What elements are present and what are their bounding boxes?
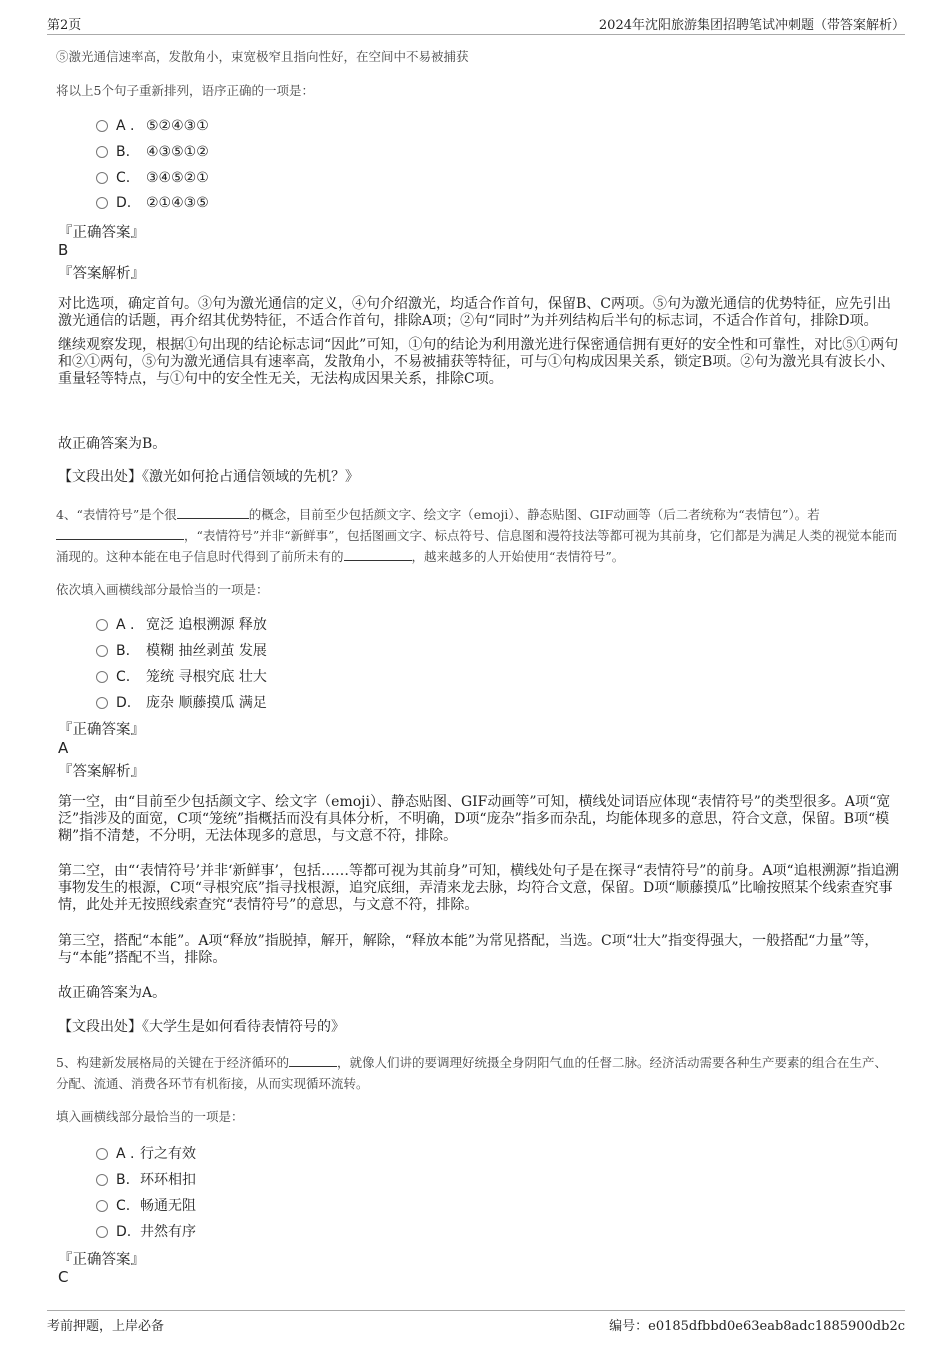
q5-stem: 5、构建新发展格局的关键在于经济循环的 ，就像人们讲的要调理好统摄全身阴阳气血的任督二脉。经济活动需要各种生产要素的组合在生产、分配、流通、消费各环节有机衔接，从而实现循环流转。 xyxy=(56,1055,887,1091)
q4-option-d[interactable]: D. 庞杂 顺藤摸瓜 满足 xyxy=(96,692,267,712)
radio-icon[interactable] xyxy=(96,645,108,657)
q4-analysis-3: 第三空，搭配“本能”。A项“释放”指脱掉，解开，解除，“释放本能”为常见搭配，当选。C项“壮大”指变得强大，一般搭配“力量”等，与“本能”搭配不当，排除。 xyxy=(58,933,879,966)
radio-icon[interactable] xyxy=(96,697,108,709)
q4-analysis-label: 『答案解析』 xyxy=(58,764,145,780)
document-id: 编号：e0185dfbbd0e63eab8adc1885900db2c xyxy=(609,1319,905,1334)
q3-option-c[interactable]: C. ③④⑤②① xyxy=(96,170,209,190)
radio-icon[interactable] xyxy=(96,619,108,631)
q3-sentence-5: ⑤激光通信速率高，发散角小，束宽极窄且指向性好，在空间中不易被捕获 xyxy=(56,49,469,64)
blank-1 xyxy=(289,1054,337,1067)
page-footer xyxy=(47,1310,905,1337)
q3-analysis-2: 继续观察发现，根据①句出现的结论标志词“因此”可知，①句的结论为利用激光进行保密通信拥有更好的安全性和可靠性，对比⑤①两句和②①两句，⑤句为激光通信具有速率高，发散角小，不易被捕获等特征，可与①句构成因果关系，锁定B项。②句为激光具有波长小、重量轻等特点，与①句中的安全性无关，无法构成因果关系，排除C项。 xyxy=(58,337,899,387)
blank-2 xyxy=(56,527,184,540)
radio-icon[interactable] xyxy=(96,120,108,132)
radio-icon[interactable] xyxy=(96,1226,108,1238)
radio-icon[interactable] xyxy=(96,1200,108,1212)
blank-1 xyxy=(177,506,249,519)
q3-option-d[interactable]: D. ②①④③⑤ xyxy=(96,195,209,215)
footer-slogan: 考前押题，上岸必备 xyxy=(47,1319,165,1334)
q3-option-a[interactable]: A . ⑤②④③① xyxy=(96,118,209,138)
q4-option-a[interactable]: A . 宽泛 追根溯源 释放 xyxy=(96,614,267,634)
q4-option-c[interactable]: C. 笼统 寻根究底 壮大 xyxy=(96,666,267,686)
q5-option-a[interactable]: A . 行之有效 xyxy=(96,1143,196,1163)
radio-icon[interactable] xyxy=(96,172,108,184)
radio-icon[interactable] xyxy=(96,1148,108,1160)
document-title: 2024年沈阳旅游集团招聘笔试冲刺题（带答案解析） xyxy=(598,18,905,33)
q4-stem: 4、“表情符号”是个很 的概念，目前至少包括颜文字、绘文字（emoji）、静态贴图、GIF动画等（后二者统称为“表情包”）。若，“表情符号”并非“新鲜事”，包括图画文字、标点符号、信息图和漫符技法等都可视为其前身，它们都是为满足人类的视觉本能而涌现的。这种本能在电子信息时代得到了前所未有的 ，越来越多的人开始使用“表情符号”。 xyxy=(56,507,898,564)
radio-icon[interactable] xyxy=(96,1174,108,1186)
q3-option-b[interactable]: B. ④③⑤①② xyxy=(96,144,209,164)
radio-icon[interactable] xyxy=(96,146,108,158)
q5-answer: C xyxy=(58,1268,69,1286)
q3-analysis-label: 『答案解析』 xyxy=(58,266,145,282)
q5-answer-label: 『正确答案』 xyxy=(58,1252,145,1268)
blank-3 xyxy=(344,548,412,561)
q3-analysis-1: 对比选项，确定首句。③句为激光通信的定义，④句介绍激光，均适合作首句，保留B、C两项。⑤句为激光通信的优势特征，应先引出激光通信的话题，再介绍其优势特征，不适合作首句，排除A项；②句“同时”为并列结构后半句的标志词，不适合作首句，排除D项。 xyxy=(58,296,891,329)
q5-option-d[interactable]: D. 井然有序 xyxy=(96,1221,196,1241)
q4-analysis-1: 第一空，由“目前至少包括颜文字、绘文字（emoji）、静态贴图、GIF动画等”可知，横线处词语应体现“表情符号”的类型很多。A项“宽泛”指涉及的面宽，C项“笼统”指概括而没有具体分析，不明确，D项“庞杂”指多而杂乱，均能体现多的意思，符合文意，保留。B项“模糊”指不清楚，不分明，无法体现多的意思，与文意不符，排除。 xyxy=(58,794,891,844)
q5-option-c[interactable]: C. 畅通无阻 xyxy=(96,1195,196,1215)
q5-option-b[interactable]: B. 环环相扣 xyxy=(96,1169,196,1189)
q4-answer: A xyxy=(58,739,69,757)
q3-prompt: 将以上5个句子重新排列，语序正确的一项是： xyxy=(56,83,314,98)
page-number: 第2页 xyxy=(47,18,82,33)
q4-prompt: 依次填入画横线部分最恰当的一项是： xyxy=(56,582,269,597)
q3-analysis-3: 故正确答案为B。 xyxy=(58,436,167,452)
q4-analysis-2: 第二空，由“‘表情符号’并非‘新鲜事’，包括……等都可视为其前身”可知，横线处句子是在探寻“表情符号”的前身。A项“追根溯源”指追溯事物发生的根源，C项“寻根究底”指寻找根源，追究底细，弄清来龙去脉，均符合文意，保留。D项“顺藤摸瓜”比喻按照某个线索查究事情，此处并无按照线索查究“表情符号”的意思，与文意不符，排除。 xyxy=(58,863,899,913)
q3-answer: B xyxy=(58,241,69,259)
q3-answer-label: 『正确答案』 xyxy=(58,225,145,241)
radio-icon[interactable] xyxy=(96,671,108,683)
q3-source: 【文段出处】《激光如何抢占通信领域的先机？》 xyxy=(58,469,359,485)
radio-icon[interactable] xyxy=(96,197,108,209)
q5-prompt: 填入画横线部分最恰当的一项是： xyxy=(56,1109,244,1124)
q4-source: 【文段出处】《大学生是如何看待表情符号的》 xyxy=(58,1019,345,1035)
q4-analysis-4: 故正确答案为A。 xyxy=(58,985,167,1001)
page-header xyxy=(47,12,905,35)
q4-answer-label: 『正确答案』 xyxy=(58,722,145,738)
q4-option-b[interactable]: B. 模糊 抽丝剥茧 发展 xyxy=(96,640,267,660)
